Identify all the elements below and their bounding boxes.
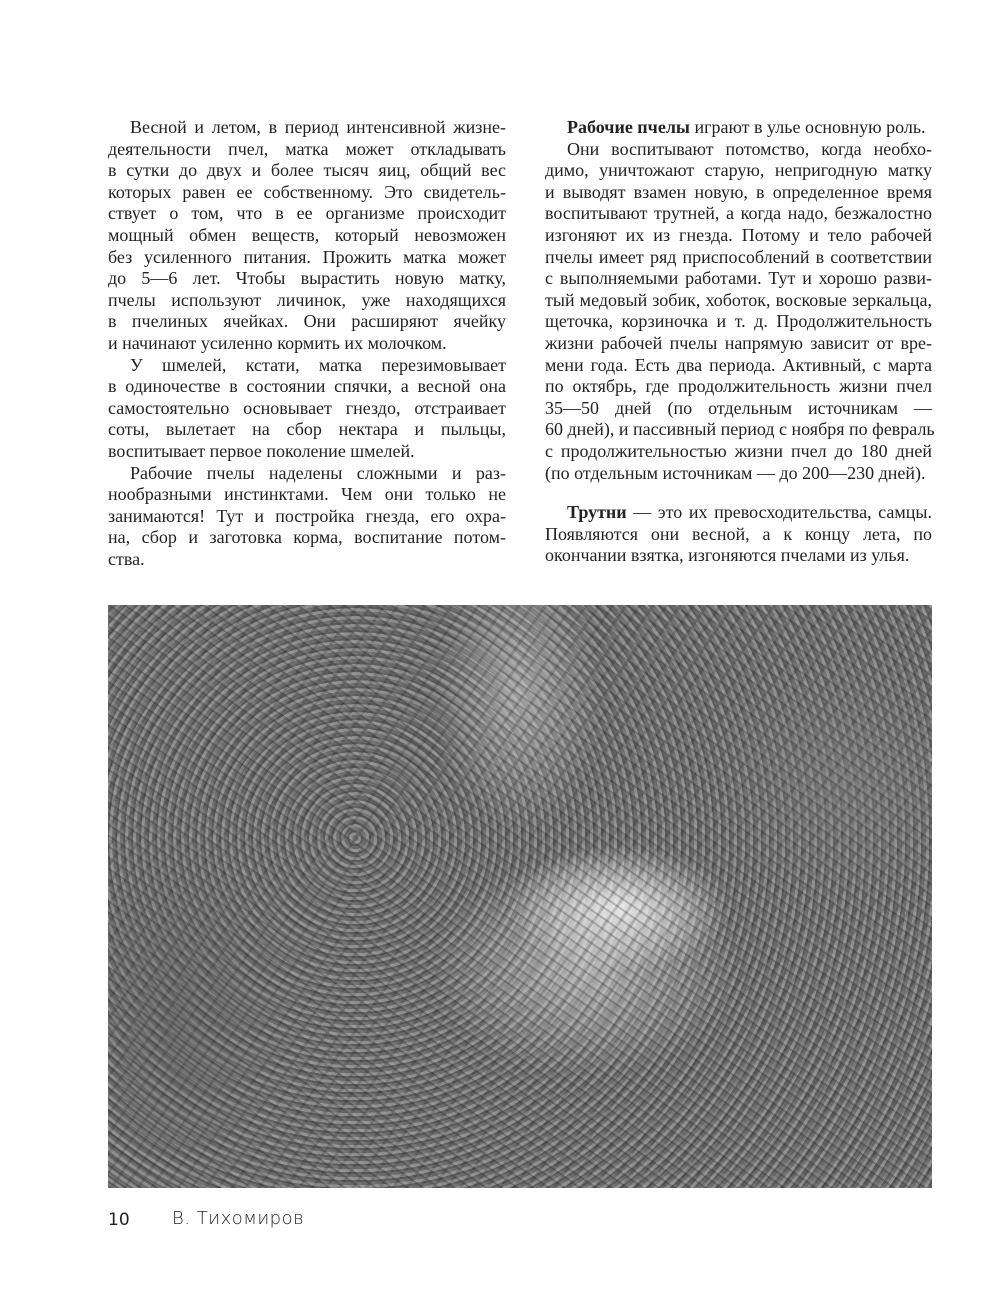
- text-line: [108, 376, 506, 398]
- line-text: ства.: [108, 548, 145, 569]
- text-line: [545, 290, 932, 312]
- paragraph: [545, 138, 935, 485]
- paragraph: [108, 463, 506, 571]
- text-line: [545, 441, 932, 463]
- text-line: [545, 139, 932, 161]
- text-line: [545, 502, 932, 524]
- line-text: 35—50 дней (по отдельным источникам —: [545, 397, 932, 418]
- line-text: изгоняют их из гнезда. Потому и тело рабочей: [545, 224, 932, 245]
- line-text: воспитывают трутней, а когда надо, безжалостно: [545, 203, 932, 224]
- line-text: жизни рабочей пчелы напрямую зависит от вре-: [545, 332, 932, 353]
- line-text: которых равен ее собственному. Это свидетель-: [108, 181, 506, 202]
- text-line: [545, 463, 932, 485]
- text-line: [108, 160, 506, 182]
- text-line: [108, 463, 506, 485]
- text-line: [108, 549, 506, 571]
- line-text: пчелы имеет ряд приспособлений в соответствии: [545, 246, 932, 267]
- text-line: [545, 419, 935, 441]
- paragraph: [545, 117, 932, 139]
- text-line: [545, 524, 932, 546]
- text-line: [108, 506, 506, 528]
- text-line: [108, 139, 506, 161]
- line-text: деятельности пчел, матка может откладывать: [108, 138, 506, 159]
- paragraph: [545, 502, 932, 567]
- line-text: ствует о том, что в ее организме происходит: [108, 203, 506, 224]
- line-text: щеточка, корзиночка и т. д. Продолжительность: [545, 311, 932, 332]
- text-line: [545, 203, 932, 225]
- text-line: [545, 160, 932, 182]
- line-text: пчелы используют личинок, уже находящихся: [108, 289, 506, 310]
- right-text-column: [545, 117, 935, 567]
- line-text: мени года. Есть два периода. Активный, с марта: [545, 354, 932, 375]
- line-text: Рабочие пчелы наделены сложными и раз-: [130, 462, 506, 483]
- text-line: [108, 484, 506, 506]
- text-line: [545, 268, 932, 290]
- paragraph: [108, 355, 506, 463]
- bold-lead-term: Трутни: [567, 502, 627, 523]
- text-line: [545, 398, 932, 420]
- line-text: и выводят взамен новую, в определенное время: [545, 181, 932, 202]
- text-line: [108, 225, 506, 247]
- line-text: и начинают усиленно кормить их молочком.: [108, 332, 447, 353]
- text-line: [545, 225, 932, 247]
- page-number: 10: [108, 1210, 130, 1230]
- line-text: димо, уничтожают старую, непригодную матку: [545, 160, 932, 181]
- line-text: У шмелей, кстати, матка перезимовывает: [130, 354, 506, 375]
- line-text: нообразными инстинктами. Чем они только не: [108, 484, 506, 505]
- text-line: [108, 527, 506, 549]
- line-text: самостоятельно основывает гнездо, отстраивает: [108, 397, 506, 418]
- text-line: [545, 355, 932, 377]
- text-line: [108, 247, 506, 269]
- line-text: с продолжительностью жизни пчел до 180 дней: [545, 440, 932, 461]
- line-text: окончании взятка, изгоняются пчелами из улья.: [545, 545, 910, 566]
- bees-on-honeycomb-photo: [108, 605, 932, 1188]
- line-text: Весной и летом, в период интенсивной жизне-: [130, 117, 506, 137]
- line-text: по октябрь, где продолжительность жизни пчел: [545, 376, 932, 397]
- line-text: тый медовый зобик, хоботок, восковые зеркальца,: [545, 289, 932, 310]
- line-text: в одиночестве в состоянии спячки, а весной она: [108, 376, 506, 397]
- text-line: [108, 441, 506, 463]
- line-text: без усиленного питания. Прожить матка может: [108, 246, 506, 267]
- paragraph: [108, 117, 506, 355]
- line-text: до 5—6 лет. Чтобы вырастить новую матку,: [108, 268, 506, 289]
- text-line: [108, 203, 506, 225]
- text-line: [545, 117, 932, 139]
- line-text: 60 дней), и пассивный период с ноября по февраль: [545, 419, 935, 440]
- text-line: [108, 419, 506, 441]
- line-text: соты, вылетает на сбор нектара и пыльцы,: [108, 419, 506, 440]
- text-line: [108, 398, 506, 420]
- line-text: играют в улье основную роль.: [689, 117, 926, 137]
- line-text: (по отдельным источникам — до 200—230 дней).: [545, 462, 926, 483]
- text-line: [545, 376, 932, 398]
- text-line: [108, 333, 506, 355]
- line-text: в пчелиных ячейках. Они расширяют ячейку: [108, 311, 506, 332]
- text-line: [108, 268, 506, 290]
- line-text: занимаются! Тут и постройка гнезда, его охра-: [108, 505, 506, 526]
- line-text: с выполняемыми работами. Тут и хорошо разви-: [545, 268, 932, 289]
- line-text: на, сбор и заготовка корма, воспитание потом-: [108, 527, 506, 548]
- text-line: [108, 117, 506, 139]
- text-line: [108, 182, 506, 204]
- text-line: [545, 182, 932, 204]
- line-text: Появляются они весной, а к концу лета, по: [545, 523, 932, 544]
- text-line: [545, 333, 932, 355]
- line-text: в сутки до двух и более тысяч яиц, общий вес: [108, 160, 506, 181]
- text-line: [545, 311, 932, 333]
- text-line: [545, 247, 932, 269]
- line-text: — это их превосходительства, самцы.: [626, 502, 932, 523]
- text-line: [108, 355, 506, 377]
- text-line: [108, 311, 506, 333]
- left-text-column: [108, 117, 506, 570]
- bold-lead-term: Рабочие пчелы: [567, 117, 690, 137]
- line-text: мощный обмен веществ, который невозможен: [108, 224, 506, 245]
- paragraph-gap: [545, 484, 932, 502]
- line-text: Они воспитывают потомство, когда необхо-: [567, 138, 932, 159]
- line-text: воспитывает первое поколение шмелей.: [108, 440, 415, 461]
- author-name: В. Тихомиров: [172, 1208, 305, 1229]
- text-line: [545, 545, 932, 567]
- text-line: [108, 290, 506, 312]
